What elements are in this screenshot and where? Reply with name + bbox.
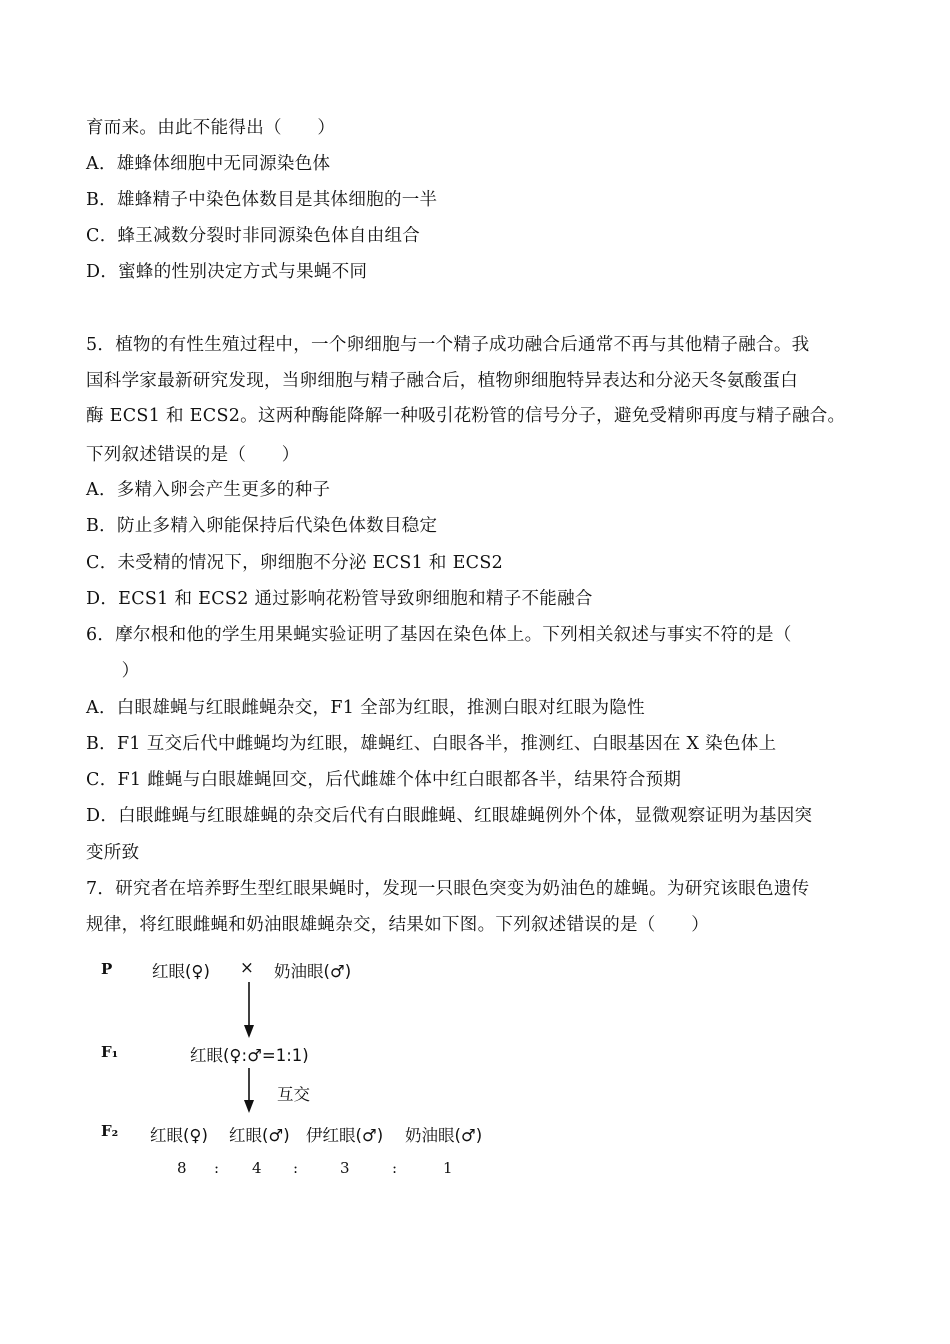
f2-ratio-sep-2: :	[293, 1159, 299, 1177]
q6-option-a: A．白眼雄蝇与红眼雌蝇杂交，F1 全部为红眼，推测白眼对红眼为隐性	[86, 698, 645, 718]
q6-option-d-line-2: 变所致	[86, 843, 140, 863]
q6-option-d-line-1: D．白眼雌蝇与红眼雄蝇的杂交后代有白眼雌蝇、红眼雄蝇例外个体，显微观察证明为基因突	[86, 806, 813, 826]
q4-option-a: A．雄蜂体细胞中无同源染色体	[86, 154, 331, 174]
f2-ratio-4: 1	[443, 1159, 453, 1177]
q4-option-b: B．雄蜂精子中染色体数目是其体细胞的一半	[86, 190, 438, 210]
arrow-p-to-f1-head	[244, 1025, 254, 1038]
p-generation-label: P	[101, 960, 113, 978]
f1-phenotype: 红眼(♀:♂=1:1)	[190, 1046, 309, 1065]
q5-option-c: C．未受精的情况下，卵细胞不分泌 ECS1 和 ECS2	[86, 553, 504, 573]
p-female-phenotype: 红眼(♀)	[152, 962, 210, 981]
f2-phenotype-2: 红眼(♂)	[229, 1126, 290, 1145]
arrow-f1-to-f2-head	[244, 1100, 254, 1113]
q4-option-c: C．蜂王减数分裂时非同源染色体自由组合	[86, 226, 421, 246]
q6-option-b: B．F1 互交后代中雌蝇均为红眼，雄蝇红、白眼各半，推测红、白眼基因在 X 染色体上	[86, 734, 777, 754]
q6-stem-line-1: 6．摩尔根和他的学生用果蝇实验证明了基因在染色体上。下列相关叙述与事实不符的是（	[86, 625, 792, 645]
f2-phenotype-3: 伊红眼(♂)	[306, 1126, 384, 1145]
q5-option-a: A．多精入卵会产生更多的种子	[86, 480, 331, 500]
q5-stem-line-1: 5．植物的有性生殖过程中，一个卵细胞与一个精子成功融合后通常不再与其他精子融合。我	[86, 335, 810, 355]
f2-phenotype-1: 红眼(♀)	[150, 1126, 208, 1145]
q5-option-b: B．防止多精入卵能保持后代染色体数目稳定	[86, 516, 438, 536]
q6-option-c: C．F1 雌蝇与白眼雄蝇回交，后代雌雄个体中红白眼都各半，结果符合预期	[86, 770, 682, 790]
intercross-label: 互交	[277, 1085, 310, 1104]
f1-generation-label: F₁	[101, 1043, 119, 1061]
q6-stem-line-2: ）	[86, 661, 140, 681]
q5-option-d: D．ECS1 和 ECS2 通过影响花粉管导致卵细胞和精子不能融合	[86, 589, 593, 609]
q5-stem-line-3: 酶 ECS1 和 ECS2。这两种酶能降解一种吸引花粉管的信号分子，避免受精卵再度与精子融合。	[86, 406, 846, 426]
q7-stem-line-1: 7．研究者在培养野生型红眼果蝇时，发现一只眼色突变为奶油色的雄蝇。为研究该眼色遗传	[86, 879, 810, 899]
cross-symbol: ×	[240, 958, 254, 977]
f2-ratio-1: 8	[177, 1159, 187, 1177]
p-male-phenotype: 奶油眼(♂)	[274, 962, 352, 981]
q5-stem-line-2: 国科学家最新研究发现，当卵细胞与精子融合后，植物卵细胞特异表达和分泌天冬氨酸蛋白	[86, 371, 798, 391]
f2-generation-label: F₂	[101, 1122, 119, 1140]
f2-ratio-3: 3	[340, 1159, 350, 1177]
f2-ratio-sep-3: :	[392, 1159, 398, 1177]
f2-ratio-sep-1: :	[214, 1159, 220, 1177]
q5-stem-line-4: 下列叙述错误的是（ ）	[86, 445, 300, 465]
f2-phenotype-4: 奶油眼(♂)	[405, 1126, 483, 1145]
f2-ratio-2: 4	[252, 1159, 262, 1177]
q4-option-d: D．蜜蜂的性别决定方式与果蝇不同	[86, 262, 368, 282]
q7-stem-line-2: 规律，将红眼雌蝇和奶油眼雄蝇杂交，结果如下图。下列叙述错误的是（ ）	[86, 915, 709, 935]
q4-stem-tail: 育而来。由此不能得出（ ）	[86, 118, 336, 138]
